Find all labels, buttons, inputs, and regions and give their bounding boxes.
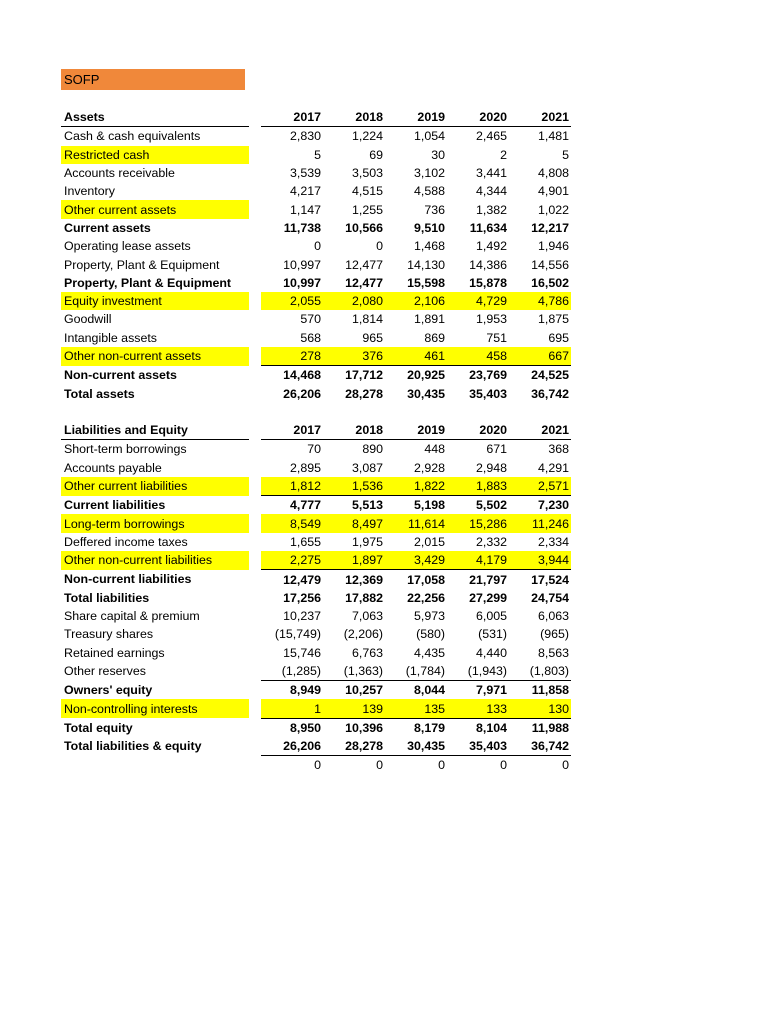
row-label: Goodwill xyxy=(64,312,112,327)
cell-2019: 1,891 xyxy=(413,312,445,327)
cell-2017: 10,997 xyxy=(283,257,321,272)
cell-2021: 12,217 xyxy=(531,220,569,235)
cell-2020: 27,299 xyxy=(469,590,507,605)
row-goodwill xyxy=(61,310,571,328)
cell-2021: 11,858 xyxy=(509,681,571,700)
row-label: Accounts payable xyxy=(64,460,162,475)
cell-2017: 2,830 xyxy=(289,129,321,144)
cell-2018: 28,278 xyxy=(345,386,383,401)
cell-2021: 36,742 xyxy=(531,386,569,401)
row-label: Short-term borrowings xyxy=(64,442,187,457)
cell-2021: 4,291 xyxy=(537,460,569,475)
spacer xyxy=(249,533,261,551)
cell-2017: 12,479 xyxy=(261,570,323,589)
cell-2020: 15,286 xyxy=(447,514,509,532)
cell-2020: 5,502 xyxy=(447,496,509,515)
cell-2017: 26,206 xyxy=(283,739,321,754)
year-header-2019: 2019 xyxy=(385,421,447,440)
row-other-reserves xyxy=(61,662,571,681)
spacer xyxy=(249,200,261,218)
spacer xyxy=(249,237,261,255)
row-label: Inventory xyxy=(64,184,115,199)
cell-2017: 17,256 xyxy=(283,590,321,605)
row-label: Current assets xyxy=(64,220,151,235)
cell-2021: (1,803) xyxy=(529,664,569,678)
cell-2019: 1,468 xyxy=(413,239,445,254)
spacer xyxy=(249,756,261,775)
cell-2021: 3,944 xyxy=(509,551,571,570)
row-label: Other current assets xyxy=(61,200,249,218)
cell-2018: 965 xyxy=(362,330,383,345)
cell-2017: 10,997 xyxy=(283,275,321,290)
cell-2017: 2,895 xyxy=(289,460,321,475)
spacer xyxy=(249,292,261,310)
spacer xyxy=(249,514,261,532)
cell-2020: 15,878 xyxy=(469,275,507,290)
cell-2019: 869 xyxy=(424,330,445,345)
cell-2020: 1,492 xyxy=(475,239,507,254)
cell-2020: 6,005 xyxy=(475,609,507,624)
cell-2018: 4,515 xyxy=(351,184,383,199)
cell-2020: 4,729 xyxy=(447,292,509,310)
row-current-liabilities xyxy=(61,496,571,515)
cell-2019: 11,614 xyxy=(385,514,447,532)
cell-2018: 2,080 xyxy=(323,292,385,310)
row-label: Total liabilities & equity xyxy=(64,739,202,754)
cell-2021: 16,502 xyxy=(531,275,569,290)
row-short-term-borrowings xyxy=(61,440,571,459)
spacer xyxy=(249,699,261,718)
row-label: Equity investment xyxy=(61,292,249,310)
cell-2020: 11,634 xyxy=(469,220,507,235)
liabilities-header-row xyxy=(61,421,571,440)
row-label: Accounts receivable xyxy=(64,166,175,181)
cell-2018: 3,087 xyxy=(351,460,383,475)
row-owners-equity xyxy=(61,681,571,700)
cell-2021: 4,901 xyxy=(537,184,569,199)
cell-2021: 1,022 xyxy=(537,202,569,217)
spacer xyxy=(249,164,261,182)
cell-2017: 4,217 xyxy=(289,184,321,199)
cell-2019: 8,044 xyxy=(385,681,447,700)
cell-2018: 0 xyxy=(376,239,383,254)
cell-2017: 0 xyxy=(314,239,321,254)
year-header-2018: 2018 xyxy=(323,108,385,127)
cell-2019: 3,102 xyxy=(413,166,445,181)
cell-2018: 1,255 xyxy=(351,202,383,217)
spacer xyxy=(249,477,261,496)
spacer xyxy=(249,570,261,589)
cell-2020: (1,943) xyxy=(467,664,507,678)
row-label: Total assets xyxy=(64,386,135,401)
row-accounts-payable xyxy=(61,459,571,477)
cell-2019: 4,435 xyxy=(413,645,445,660)
spacer xyxy=(249,255,261,273)
cell-2020: 7,971 xyxy=(447,681,509,700)
cell-2019: 30,435 xyxy=(407,386,445,401)
cell-2018: (2,206) xyxy=(343,627,383,642)
row-label: Treasury shares xyxy=(64,627,154,642)
row-blank xyxy=(61,756,571,775)
cell-2019: 22,256 xyxy=(407,590,445,605)
cell-2019: 30,435 xyxy=(407,739,445,754)
spacer xyxy=(249,681,261,700)
year-header-2017: 2017 xyxy=(261,108,323,127)
cell-2017: 570 xyxy=(300,312,321,327)
cell-2020: 4,440 xyxy=(475,645,507,660)
row-property-plant-equipment xyxy=(61,274,571,292)
row-label: Other current liabilities xyxy=(61,477,249,496)
year-header-2017: 2017 xyxy=(261,421,323,440)
row-total-liabilities xyxy=(61,589,571,607)
cell-2020: 4,344 xyxy=(475,184,507,199)
cell-2021: 24,754 xyxy=(531,590,569,605)
spacer xyxy=(249,127,261,146)
row-label: Other reserves xyxy=(64,664,146,679)
year-header-2020: 2020 xyxy=(447,421,509,440)
cell-2019: 30 xyxy=(431,147,445,162)
cell-2020: 4,179 xyxy=(447,551,509,570)
row-treasury-shares xyxy=(61,625,571,643)
cell-2021: 5 xyxy=(562,147,569,162)
cell-2020: 2,465 xyxy=(475,129,507,144)
cell-2018: (1,363) xyxy=(343,664,383,678)
row-equity-investment xyxy=(61,292,571,310)
cell-2017: 1,147 xyxy=(289,202,321,217)
row-label: Share capital & premium xyxy=(64,609,200,624)
cell-2020: 21,797 xyxy=(447,570,509,589)
row-label: Non-controlling interests xyxy=(61,699,249,718)
row-label: Deffered income taxes xyxy=(64,534,188,549)
cell-2017: 3,539 xyxy=(289,166,321,181)
cell-2021: 368 xyxy=(548,442,569,457)
row-label: Other non-current liabilities xyxy=(61,551,249,570)
cell-2021: (965) xyxy=(540,627,569,642)
row-label: Long-term borrowings xyxy=(61,514,249,532)
cell-2019: 0 xyxy=(385,756,447,775)
spacer xyxy=(249,551,261,570)
cell-2020: 671 xyxy=(486,442,507,457)
cell-2020: 0 xyxy=(447,756,509,775)
cell-2017: 26,206 xyxy=(283,386,321,401)
cell-2020: 133 xyxy=(447,699,509,718)
spacer xyxy=(249,146,261,164)
cell-2017: 8,950 xyxy=(261,718,323,737)
spacer xyxy=(249,329,261,347)
cell-2017: 2,055 xyxy=(261,292,323,310)
spacer xyxy=(249,219,261,237)
cell-2021: 4,786 xyxy=(509,292,571,310)
cell-2020: 3,441 xyxy=(475,166,507,181)
cell-2019: 1,822 xyxy=(385,477,447,496)
row-label: Property, Plant & Equipment xyxy=(64,257,220,272)
cell-2019: 2,015 xyxy=(413,534,445,549)
liabilities-equity-table xyxy=(61,421,571,775)
row-label: Non-current liabilities xyxy=(64,572,192,587)
cell-2020: 1,883 xyxy=(447,477,509,496)
year-header-2020: 2020 xyxy=(447,108,509,127)
cell-2017: 568 xyxy=(300,330,321,345)
cell-2020: 1,953 xyxy=(475,312,507,327)
cell-2018: 12,477 xyxy=(345,275,383,290)
row-label: Operating lease assets xyxy=(64,239,191,254)
spacer xyxy=(249,718,261,737)
cell-2017: 5 xyxy=(314,147,321,162)
cell-2021: 667 xyxy=(509,347,571,366)
row-total-assets xyxy=(61,384,571,402)
cell-2018: 1,536 xyxy=(323,477,385,496)
cell-2018: 1,814 xyxy=(351,312,383,327)
cell-2019: 8,179 xyxy=(385,718,447,737)
row-property-plant-equipment xyxy=(61,255,571,273)
year-header-2019: 2019 xyxy=(385,108,447,127)
cell-2018: 12,477 xyxy=(345,257,383,272)
cell-2020: 35,403 xyxy=(469,386,507,401)
spacer xyxy=(249,108,261,127)
cell-2021: 2,571 xyxy=(509,477,571,496)
cell-2019: 9,510 xyxy=(413,220,445,235)
cell-2017: 4,777 xyxy=(261,496,323,515)
spacer xyxy=(249,384,261,402)
cell-2021: 8,563 xyxy=(537,645,569,660)
sheet-title: SOFP xyxy=(61,69,245,90)
cell-2018: 28,278 xyxy=(345,739,383,754)
cell-2021: 24,525 xyxy=(509,366,571,385)
row-restricted-cash xyxy=(61,146,571,164)
year-header-2021: 2021 xyxy=(509,421,571,440)
row-label: Total equity xyxy=(64,720,133,735)
spacer xyxy=(249,310,261,328)
row-share-capital-premium xyxy=(61,607,571,625)
spacer xyxy=(249,421,261,440)
cell-2019: (1,784) xyxy=(405,664,445,678)
cell-2021: 14,556 xyxy=(531,257,569,272)
row-other-current-liabilities xyxy=(61,477,571,496)
row-other-current-assets xyxy=(61,200,571,218)
row-label: Non-current assets xyxy=(64,368,177,383)
liabilities-header-label: Liabilities and Equity xyxy=(61,421,249,440)
row-non-controlling-interests xyxy=(61,699,571,718)
cell-2017: 14,468 xyxy=(261,366,323,385)
assets-table xyxy=(61,108,571,403)
cell-2018: 139 xyxy=(323,699,385,718)
spacer xyxy=(249,737,261,756)
cell-2018: 17,882 xyxy=(345,590,383,605)
cell-2018: 69 xyxy=(369,147,383,162)
row-current-assets xyxy=(61,219,571,237)
cell-2017: 11,738 xyxy=(283,220,321,235)
cell-2019: 2,106 xyxy=(385,292,447,310)
cell-2018: 3,503 xyxy=(351,166,383,181)
cell-2019: 461 xyxy=(385,347,447,366)
cell-2019: 1,054 xyxy=(413,129,445,144)
cell-2020: 2,948 xyxy=(475,460,507,475)
row-label: Intangible assets xyxy=(64,330,157,345)
row-total-liabilities-equity xyxy=(61,737,571,756)
row-label: Current liabilities xyxy=(64,498,166,513)
row-label xyxy=(61,756,249,775)
row-label: Owners' equity xyxy=(64,683,153,698)
cell-2019: 14,130 xyxy=(407,257,445,272)
cell-2020: (531) xyxy=(478,627,507,642)
cell-2019: 736 xyxy=(424,202,445,217)
cell-2021: 4,808 xyxy=(537,166,569,181)
cell-2019: 135 xyxy=(385,699,447,718)
spacer xyxy=(249,607,261,625)
cell-2018: 6,763 xyxy=(351,645,383,660)
cell-2019: 4,588 xyxy=(413,184,445,199)
row-label: Cash & cash equivalents xyxy=(64,129,201,144)
spacer xyxy=(249,440,261,459)
cell-2019: 15,598 xyxy=(407,275,445,290)
row-label: Total liabilities xyxy=(64,590,150,605)
cell-2017: 70 xyxy=(307,442,321,457)
cell-2018: 890 xyxy=(362,442,383,457)
row-other-non-current-assets xyxy=(61,347,571,366)
row-deffered-income-taxes xyxy=(61,533,571,551)
year-header-2018: 2018 xyxy=(323,421,385,440)
cell-2017: 1 xyxy=(261,699,323,718)
row-operating-lease-assets xyxy=(61,237,571,255)
cell-2019: 5,198 xyxy=(385,496,447,515)
cell-2020: 2,332 xyxy=(475,534,507,549)
row-inventory xyxy=(61,182,571,200)
cell-2017: (15,749) xyxy=(274,627,321,642)
spacer xyxy=(249,366,261,385)
cell-2019: 20,925 xyxy=(385,366,447,385)
cell-2018: 17,712 xyxy=(323,366,385,385)
spacer xyxy=(249,625,261,643)
cell-2021: 1,946 xyxy=(537,239,569,254)
cell-2021: 130 xyxy=(509,699,571,718)
year-header-2021: 2021 xyxy=(509,108,571,127)
spacer xyxy=(249,459,261,477)
cell-2019: 2,928 xyxy=(413,460,445,475)
cell-2018: 1,975 xyxy=(351,534,383,549)
cell-2021: 36,742 xyxy=(531,739,569,754)
cell-2020: 23,769 xyxy=(447,366,509,385)
cell-2020: 458 xyxy=(447,347,509,366)
row-label: Other non-current assets xyxy=(61,347,249,366)
row-accounts-receivable xyxy=(61,164,571,182)
cell-2018: 5,513 xyxy=(323,496,385,515)
spacer xyxy=(249,589,261,607)
assets-header-row xyxy=(61,108,571,127)
spacer xyxy=(249,496,261,515)
cell-2019: 17,058 xyxy=(385,570,447,589)
cell-2017: 15,746 xyxy=(283,645,321,660)
spacer xyxy=(249,274,261,292)
row-non-current-liabilities xyxy=(61,570,571,589)
spacer xyxy=(249,347,261,366)
cell-2019: 448 xyxy=(424,442,445,457)
row-label: Restricted cash xyxy=(61,146,249,164)
row-total-equity xyxy=(61,718,571,737)
cell-2020: 35,403 xyxy=(469,739,507,754)
cell-2017: 0 xyxy=(261,756,323,775)
assets-header-label: Assets xyxy=(61,108,249,127)
cell-2017: 1,655 xyxy=(289,534,321,549)
cell-2017: 1,812 xyxy=(261,477,323,496)
row-label: Property, Plant & Equipment xyxy=(64,275,232,290)
cell-2020: 751 xyxy=(486,330,507,345)
cell-2017: (1,285) xyxy=(281,664,321,678)
cell-2021: 1,481 xyxy=(537,129,569,144)
cell-2018: 1,897 xyxy=(323,551,385,570)
cell-2017: 10,237 xyxy=(283,609,321,624)
row-long-term-borrowings xyxy=(61,514,571,532)
row-cash-cash-equivalents xyxy=(61,127,571,146)
cell-2018: 376 xyxy=(323,347,385,366)
row-label: Retained earnings xyxy=(64,645,165,660)
cell-2018: 7,063 xyxy=(351,609,383,624)
cell-2018: 10,257 xyxy=(323,681,385,700)
cell-2019: (580) xyxy=(416,627,445,642)
cell-2018: 10,396 xyxy=(323,718,385,737)
cell-2018: 0 xyxy=(323,756,385,775)
cell-2021: 0 xyxy=(509,756,571,775)
cell-2019: 3,429 xyxy=(385,551,447,570)
cell-2018: 1,224 xyxy=(351,129,383,144)
spacer xyxy=(249,182,261,200)
row-non-current-assets xyxy=(61,366,571,385)
cell-2020: 2 xyxy=(500,147,507,162)
cell-2020: 1,382 xyxy=(475,202,507,217)
cell-2018: 10,566 xyxy=(345,220,383,235)
cell-2018: 12,369 xyxy=(323,570,385,589)
cell-2021: 11,988 xyxy=(509,718,571,737)
cell-2021: 17,524 xyxy=(509,570,571,589)
row-retained-earnings xyxy=(61,644,571,662)
cell-2021: 2,334 xyxy=(537,534,569,549)
cell-2021: 7,230 xyxy=(509,496,571,515)
cell-2017: 2,275 xyxy=(261,551,323,570)
cell-2020: 14,386 xyxy=(469,257,507,272)
cell-2019: 5,973 xyxy=(413,609,445,624)
cell-2017: 8,949 xyxy=(261,681,323,700)
cell-2017: 8,549 xyxy=(261,514,323,532)
row-other-non-current-liabilities xyxy=(61,551,571,570)
cell-2021: 11,246 xyxy=(509,514,571,532)
spacer xyxy=(249,644,261,662)
cell-2018: 8,497 xyxy=(323,514,385,532)
row-intangible-assets xyxy=(61,329,571,347)
cell-2021: 6,063 xyxy=(537,609,569,624)
cell-2020: 8,104 xyxy=(447,718,509,737)
spacer xyxy=(249,662,261,681)
cell-2021: 695 xyxy=(548,330,569,345)
cell-2021: 1,875 xyxy=(537,312,569,327)
cell-2017: 278 xyxy=(261,347,323,366)
